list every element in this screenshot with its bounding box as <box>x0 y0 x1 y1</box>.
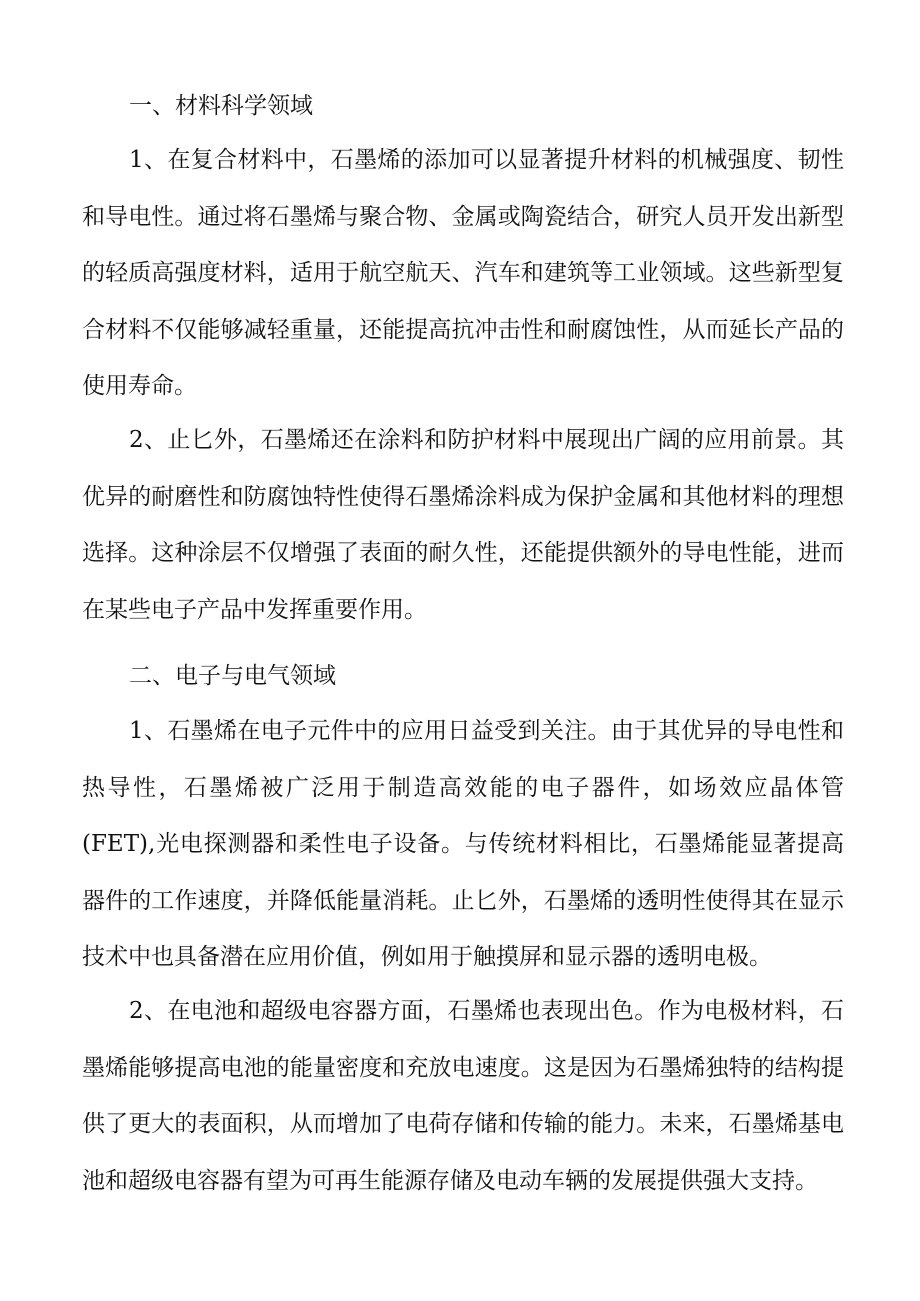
paragraph-electronic-components: 1、石墨烯在电子元件中的应用日益受到关注。由于其优异的导电性和热导性，石墨烯被广泛用于制造高效能的电子器件，如场效应晶体管(FET),光电探测器和柔性电子设备。与传统材料相比，石墨烯能显著提高器件的工作速度，并降低能量消耗。止匕外，石墨烯的透明性使得其在显示技术中也具备潜在应用价值，例如用于触摸屏和显示器的透明电极。 <box>82 718 844 971</box>
section-heading-electronics: 二、电子与电气领域 <box>129 663 336 689</box>
section-heading-materials: 一、材料科学领域 <box>129 93 313 119</box>
paragraph-batteries-supercapacitors: 2、在电池和超级电容器方面，石墨烯也表现出色。作为电极材料，石墨烯能够提高电池的能量密度和充放电速度。这是因为石墨烯独特的结构提供了更大的表面积，从而增加了电荷存储和传输的能力。未来，石墨烯基电池和超级电容器有望为可再生能源存储及电动车辆的发展提供强大支持。 <box>82 998 844 1194</box>
paragraph-composite-materials: 1、在复合材料中，石墨烯的添加可以显著提升材料的机械强度、韧性和导电性。通过将石墨烯与聚合物、金属或陶瓷结合，研究人员开发出新型的轻质高强度材料，适用于航空航天、汽车和建筑等工业领域。这些新型复合材料不仅能够减轻重量，还能提高抗冲击性和耐腐蚀性，从而延长产品的使用寿命。 <box>82 147 844 400</box>
paragraph-coatings: 2、止匕外，石墨烯还在涂料和防护材料中展现出广阔的应用前景。其优异的耐磨性和防腐蚀特性使得石墨烯涂料成为保护金属和其他材料的理想选择。这种涂层不仅增强了表面的耐久性，还能提供额外的导电性能，进而在某些电子产品中发挥重要作用。 <box>82 427 844 623</box>
